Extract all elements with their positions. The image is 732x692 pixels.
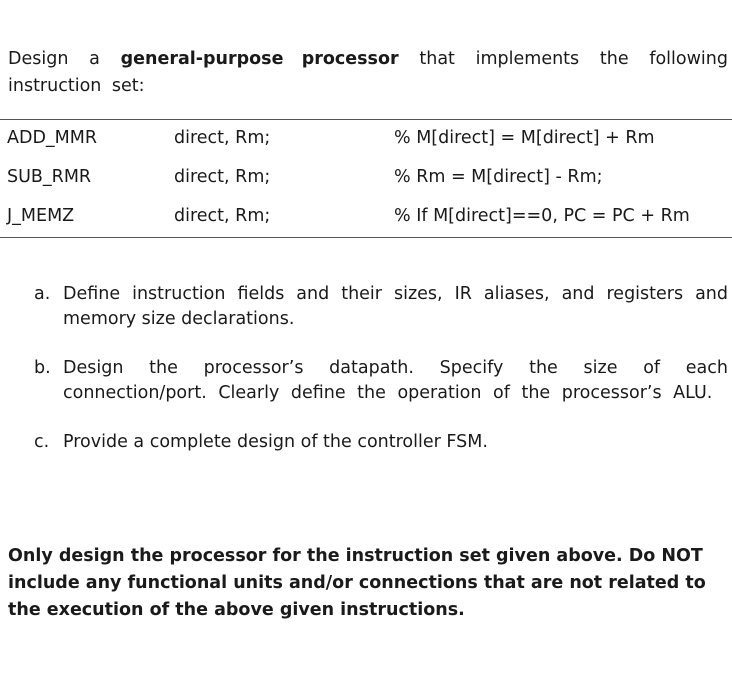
task-text: Provide a complete design of the controller FSM. (63, 432, 488, 452)
instruction-operands: direct, Rm; (174, 167, 271, 187)
task-item-c (34, 430, 728, 455)
instruction-comment: % If M[direct]==0, PC = PC + Rm (394, 206, 690, 226)
instruction-opcode: SUB_RMR (7, 167, 92, 187)
instruction-comment: % Rm = M[direct] - Rm; (394, 167, 603, 187)
instruction-set-table (0, 119, 732, 238)
intro-text-start: Design a (8, 48, 121, 69)
instruction-opcode: J_MEMZ (7, 206, 75, 226)
instruction-row (0, 159, 732, 198)
instruction-row (0, 120, 732, 159)
instruction-operands: direct, Rm; (174, 206, 271, 226)
instruction-comment: % M[direct] = M[direct] + Rm (394, 128, 655, 148)
task-text: Define instruction fields and their sizes, IR aliases, and registers and memory size declarations. (63, 284, 728, 329)
task-text: Design the processor’s datapath. Specify the size of each connection/port. Clearly define the operation of the processor’s ALU. (63, 358, 728, 403)
task-item-b (34, 356, 728, 406)
instruction-operands: direct, Rm; (174, 128, 271, 148)
task-marker: c. (34, 432, 50, 452)
task-marker: b. (34, 358, 51, 378)
instruction-note: Only design the processor for the instruction set given above. Do NOT include any functional units and/or connections that are not related to the execution of the above given instructions. (8, 545, 706, 620)
task-list (34, 282, 728, 479)
task-item-a (34, 282, 728, 332)
intro-paragraph (8, 46, 728, 100)
task-marker: a. (34, 284, 51, 304)
intro-text-end: that implements the following instruction set: (8, 48, 728, 96)
instruction-row (0, 198, 732, 237)
intro-bold-text: general-purpose processor (120, 48, 399, 69)
instruction-opcode: ADD_MMR (7, 128, 98, 148)
